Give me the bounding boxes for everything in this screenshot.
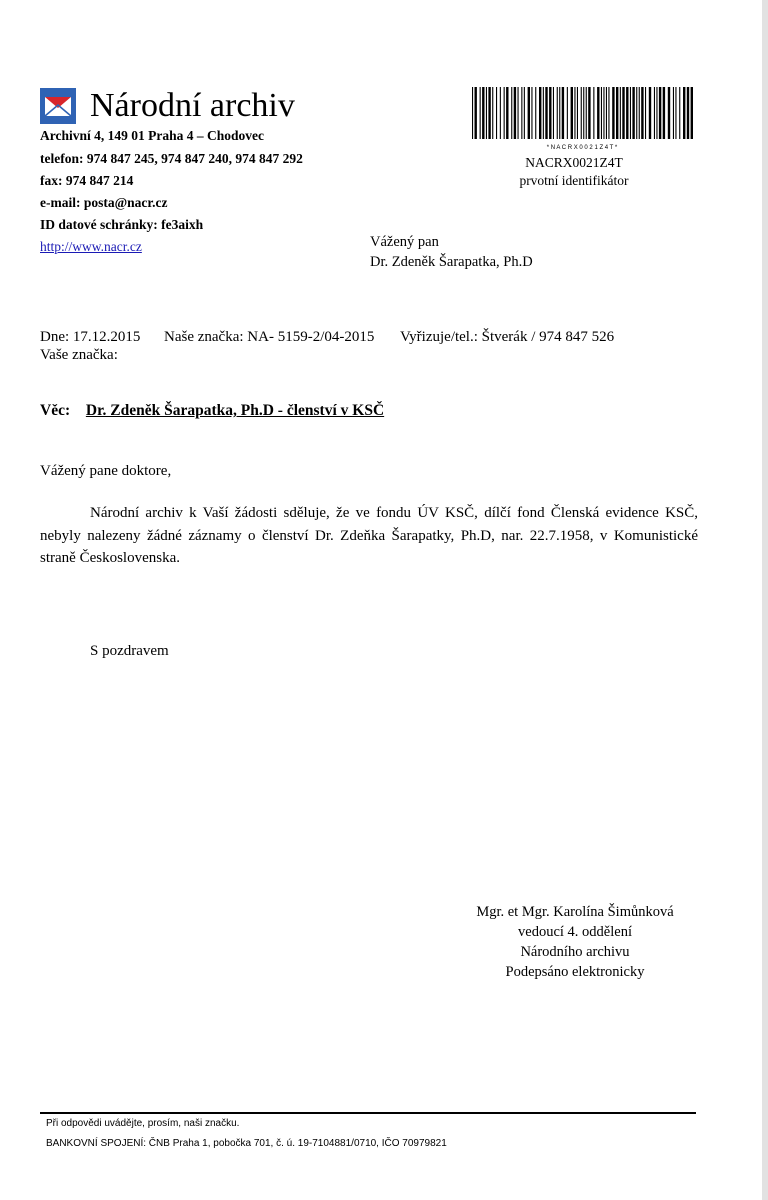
org-name: Národní archiv	[90, 87, 295, 124]
barcode-label: prvotní identifikátor	[519, 173, 629, 188]
letter-date: Dne: 17.12.2015	[40, 329, 141, 345]
signatory-role: vedoucí 4. oddělení	[518, 924, 632, 940]
national-archive-logo-icon	[40, 88, 76, 124]
signatory-org: Národního archivu	[520, 944, 630, 960]
footer-bank-details: BANKOVNÍ SPOJENÍ: ČNB Praha 1, pobočka 701, č. ú. 19-7104881/0710, IČO 70979821	[46, 1138, 447, 1149]
org-email: e-mail: posta@nacr.cz	[40, 195, 168, 210]
signature-note: Podepsáno elektronicky	[505, 964, 645, 980]
org-fax: fax: 974 847 214	[40, 173, 134, 188]
addressee-name: Dr. Zdeněk Šarapatka, Ph.D	[370, 254, 533, 270]
barcode-code: NACRX0021Z4T	[525, 155, 623, 170]
closing: S pozdravem	[90, 643, 169, 659]
page-edge	[762, 0, 768, 1200]
footer-note: Při odpovědi uvádějte, prosím, naši značku.	[46, 1118, 240, 1129]
org-address: Archivní 4, 149 01 Praha 4 – Chodovec	[40, 128, 265, 143]
barcode-human-readable: * N A C R X 0 0 2 1 Z 4 T *	[546, 145, 618, 151]
our-reference: Naše značka: NA- 5159-2/04-2015	[164, 329, 375, 345]
body-paragraph: Národní archiv k Vaší žádosti sděluje, že ve fondu ÚV KSČ, dílčí fond Členská evidence KSČ, nebyly nalezeny žádné záznamy o členství Dr. Zdeňka Šarapatky, Ph.D, nar. 22.7.1958, v Komunistické straně Československa.	[40, 505, 698, 566]
barcode	[472, 87, 698, 151]
your-reference: Vaše značka:	[40, 347, 118, 363]
barcode-bars	[472, 87, 693, 139]
handler-contact: Vyřizuje/tel.: Štverák / 974 847 526	[400, 329, 615, 345]
signatory-name: Mgr. et Mgr. Karolína Šimůnková	[476, 904, 674, 920]
subject-text: Dr. Zdeněk Šarapatka, Ph.D - členství v KSČ	[85, 402, 385, 419]
greeting: Vážený pane doktore,	[40, 463, 172, 479]
subject-label: Věc:	[40, 402, 71, 419]
footer-divider	[40, 1112, 696, 1114]
subject-line	[40, 400, 384, 422]
website-link[interactable]: http://www.nacr.cz	[40, 239, 142, 254]
org-phone: telefon: 974 847 245, 974 847 240, 974 847 292	[40, 151, 303, 166]
org-databox: ID datové schránky: fe3aixh	[40, 217, 204, 232]
addressee-salutation: Vážený pan	[370, 234, 439, 250]
